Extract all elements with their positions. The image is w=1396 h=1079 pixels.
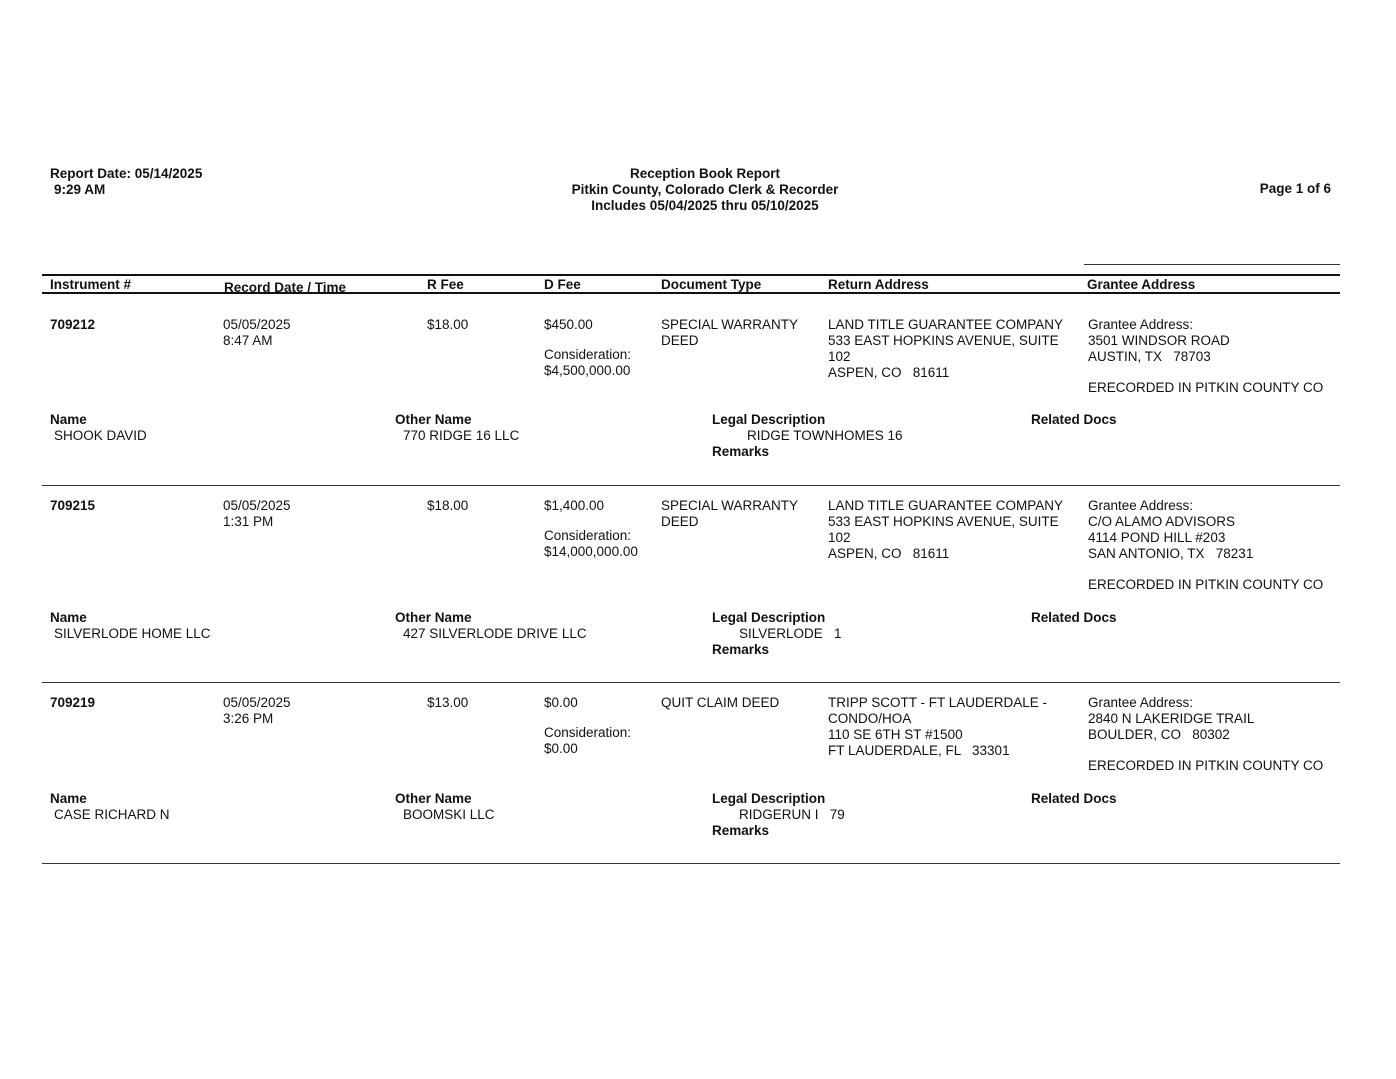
grantee-address-line: 4114 POND HILL #203 [1088,530,1226,545]
document-type [661,317,798,349]
record-separator [42,485,1340,486]
consideration-value: $14,000,000.00 [544,544,638,559]
legal-description-value: RIDGE TOWNHOMES 16 [747,428,903,443]
report-title: Reception Book Report [629,166,780,181]
col-grantee-address: Grantee Address [1087,277,1196,292]
record-date: 05/05/2025 [223,498,291,513]
grantee-address-label: Grantee Address: [1088,317,1194,332]
return-address-line: CONDO/HOA [828,711,912,726]
record-separator [42,682,1340,683]
grantee-address-line: C/O ALAMO ADVISORS [1088,514,1236,529]
instrument-number: 709219 [50,695,96,710]
legal-description-value: SILVERLODE 1 [739,626,842,641]
d-fee: $1,400.00 [544,498,605,513]
legal-description-label: Legal Description [712,412,826,427]
record-date: 05/05/2025 [223,695,291,710]
consideration-label: Consideration: [544,347,632,362]
related-docs-label: Related Docs [1031,610,1117,625]
d-fee: $0.00 [544,695,578,710]
record-separator [42,863,1340,864]
name-label: Name [50,412,87,427]
grantee-address-line: SAN ANTONIO, TX 78231 [1088,546,1254,561]
consideration-label: Consideration: [544,725,632,740]
grantee-address [1088,333,1230,365]
r-fee: $13.00 [427,695,469,710]
return-address [828,695,1047,759]
grantee-address-line: 3501 WINDSOR ROAD [1088,333,1230,348]
grantee-address [1088,514,1253,562]
col-record-date: Record Date / Time [224,280,347,295]
return-address-line: 533 EAST HOPKINS AVENUE, SUITE [828,333,1059,348]
remarks-label: Remarks [712,642,770,657]
erecorded-note: ERECORDED IN PITKIN COUNTY CO [1088,380,1324,395]
col-return-address: Return Address [828,277,929,292]
legal-description-label: Legal Description [712,791,826,806]
grantee-address [1088,711,1254,743]
instrument-number: 709212 [50,317,96,332]
return-address-line: 102 [828,530,851,545]
erecorded-note: ERECORDED IN PITKIN COUNTY CO [1088,758,1324,773]
return-address-line: 110 SE 6TH ST #1500 [828,727,963,742]
col-document-type: Document Type [661,277,762,292]
related-docs-label: Related Docs [1031,791,1117,806]
report-date: Report Date: 05/14/2025 [50,166,203,181]
related-docs-label: Related Docs [1031,412,1117,427]
return-address-line: LAND TITLE GUARANTEE COMPANY [828,498,1064,513]
r-fee: $18.00 [427,498,469,513]
legal-description-value: RIDGERUN I 79 [739,807,845,822]
page-number: Page 1 of 6 [1259,181,1331,196]
consideration-label: Consideration: [544,528,632,543]
return-address-line: FT LAUDERDALE, FL 33301 [828,743,1010,758]
record-date: 05/05/2025 [223,317,291,332]
other-name-value: BOOMSKI LLC [403,807,495,822]
consideration-value: $4,500,000.00 [544,363,631,378]
grantee-address-line: BOULDER, CO 80302 [1088,727,1230,742]
grantee-address-label: Grantee Address: [1088,695,1194,710]
remarks-label: Remarks [712,823,770,838]
name-value: SILVERLODE HOME LLC [54,626,211,641]
name-value: CASE RICHARD N [54,807,170,822]
document-type-line: SPECIAL WARRANTY [661,317,799,332]
document-type [661,498,798,530]
return-address-line: LAND TITLE GUARANTEE COMPANY [828,317,1064,332]
return-address [828,317,1063,381]
return-address-line: 102 [828,349,851,364]
grantee-address-label: Grantee Address: [1088,498,1194,513]
document-type-line: DEED [661,514,699,529]
other-name-value: 770 RIDGE 16 LLC [403,428,520,443]
return-address-line: TRIPP SCOTT - FT LAUDERDALE - [828,695,1048,710]
r-fee: $18.00 [427,317,469,332]
header-rule-top [42,274,1340,276]
d-fee: $450.00 [544,317,593,332]
name-label: Name [50,610,87,625]
col-instrument: Instrument # [50,277,132,292]
return-address [828,498,1063,562]
col-d-fee: D Fee [544,277,581,292]
report-subtitle: Pitkin County, Colorado Clerk & Recorder [571,182,839,197]
erecorded-note: ERECORDED IN PITKIN COUNTY CO [1088,577,1324,592]
legal-description-label: Legal Description [712,610,826,625]
name-label: Name [50,791,87,806]
name-value: SHOOK DAVID [54,428,147,443]
grantee-address-line: AUSTIN, TX 78703 [1088,349,1211,364]
document-type [661,695,779,711]
report-range: Includes 05/04/2025 thru 05/10/2025 [591,198,819,213]
top-rule-short [1084,264,1340,265]
record-time: 3:26 PM [223,711,274,726]
document-type-line: DEED [661,333,699,348]
record-time: 8:47 AM [223,333,273,348]
other-name-value: 427 SILVERLODE DRIVE LLC [403,626,587,641]
grantee-address-line: 2840 N LAKERIDGE TRAIL [1088,711,1255,726]
report-time: 9:29 AM [54,182,106,197]
col-r-fee: R Fee [427,277,464,292]
consideration-value: $0.00 [544,741,578,756]
return-address-line: ASPEN, CO 81611 [828,546,950,561]
other-name-label: Other Name [395,610,472,625]
other-name-label: Other Name [395,791,472,806]
record-time: 1:31 PM [223,514,274,529]
remarks-label: Remarks [712,444,770,459]
return-address-line: 533 EAST HOPKINS AVENUE, SUITE [828,514,1059,529]
instrument-number: 709215 [50,498,96,513]
return-address-line: ASPEN, CO 81611 [828,365,950,380]
document-type-line: QUIT CLAIM DEED [661,695,780,710]
other-name-label: Other Name [395,412,472,427]
document-type-line: SPECIAL WARRANTY [661,498,799,513]
